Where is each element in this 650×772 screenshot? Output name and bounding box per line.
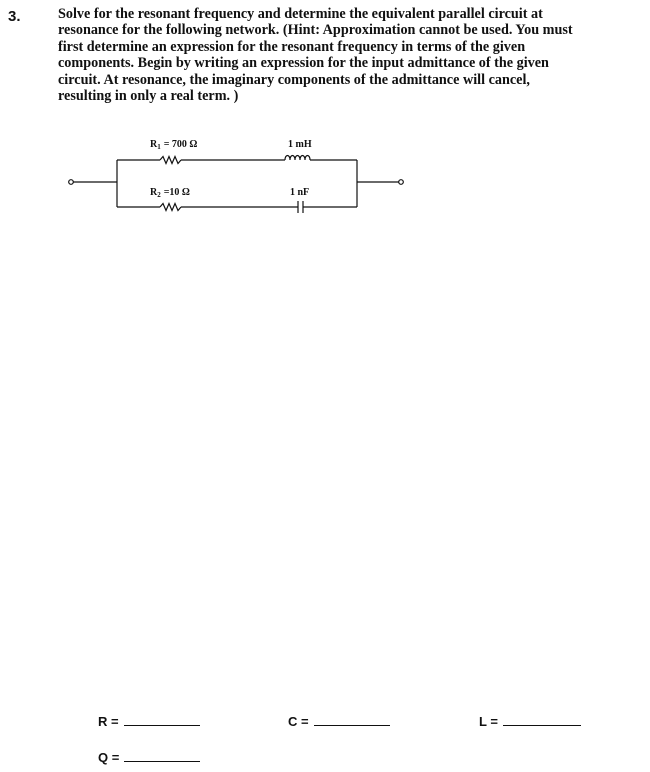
c-answer: [288, 714, 390, 729]
inductor-l: [285, 156, 310, 161]
question-text: [58, 6, 643, 104]
r-answer: [98, 714, 200, 729]
l-answer-blank[interactable]: [503, 715, 581, 726]
question-line: resulting in only a real term. ): [58, 88, 239, 105]
question-line: circuit. At resonance, the imaginary components of the admittance will cancel,: [58, 71, 530, 88]
inductor-label: 1 mH: [288, 139, 312, 150]
output-terminal: [399, 180, 404, 185]
c-answer-blank[interactable]: [314, 715, 390, 726]
question-line: components. Begin by writing an expression for the input admittance of the given: [58, 55, 549, 72]
q-answer: [98, 750, 200, 765]
circuit-diagram: [0, 125, 650, 225]
question-line: Solve for the resonant frequency and determine the equivalent parallel circuit at: [58, 6, 543, 22]
resistor-r2: [160, 204, 181, 211]
r-answer-blank[interactable]: [124, 715, 200, 726]
r2-label: $R_2 =10$ Ω: [150, 187, 190, 199]
question-line: first determine an expression for the resonant frequency in terms of the given: [58, 38, 526, 55]
resistor-r1: [160, 157, 181, 164]
l-answer-label: L =: [479, 714, 498, 729]
r1-label: $R_1 = 700$ Ω: [150, 139, 198, 151]
input-terminal: [69, 180, 74, 185]
q-answer-blank[interactable]: [124, 751, 200, 762]
l-answer: [479, 714, 581, 729]
capacitor-label: 1 nF: [290, 187, 310, 198]
question-number: 3.: [8, 8, 21, 25]
q-answer-label: Q =: [98, 750, 120, 765]
question-line: resonance for the following network. (Hint: Approximation cannot be used. You must: [58, 22, 573, 39]
c-answer-label: C =: [288, 714, 309, 729]
r-answer-label: R =: [98, 714, 119, 729]
